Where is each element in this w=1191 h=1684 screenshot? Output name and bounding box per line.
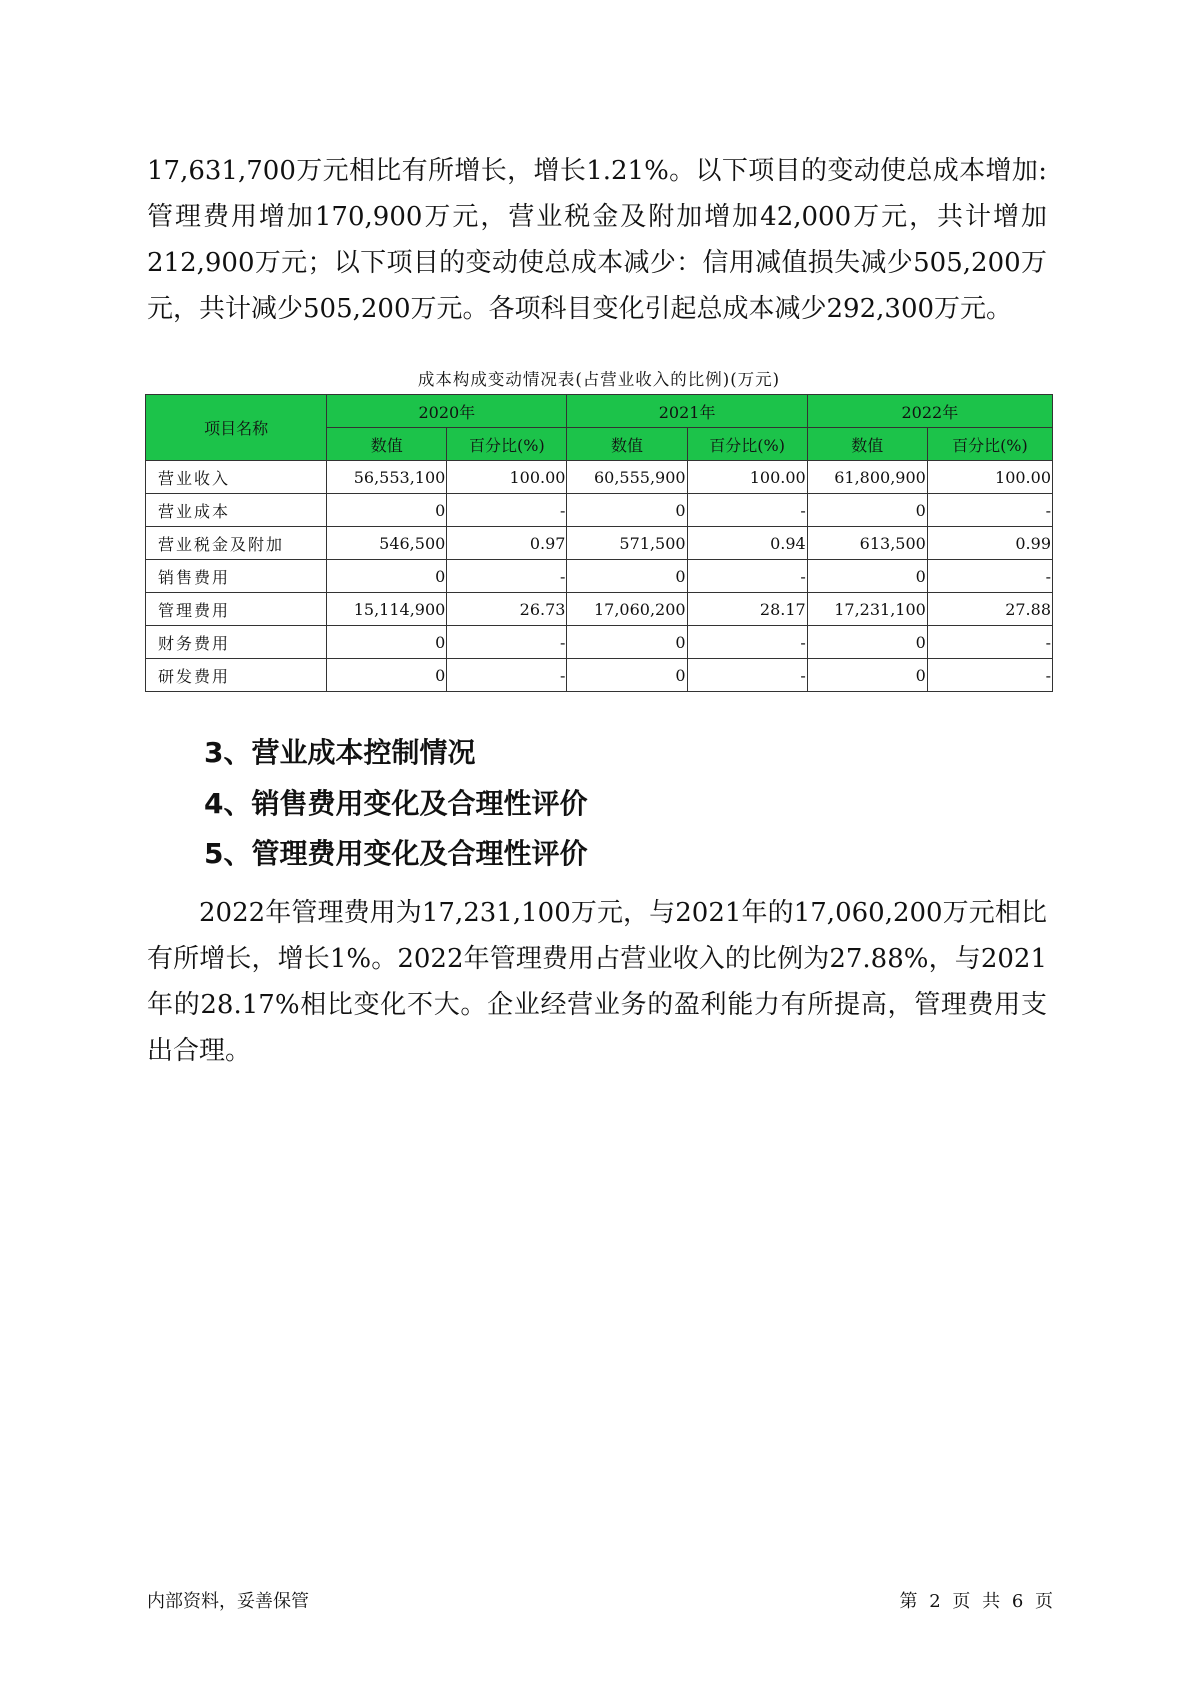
row-label: 研发费用: [146, 659, 327, 692]
header-year-2020: 2020年: [327, 395, 567, 428]
cell-value: 0: [807, 560, 927, 593]
table-row: [146, 461, 1053, 494]
cell-pct: -: [927, 494, 1052, 527]
cell-pct: 0.94: [687, 527, 807, 560]
cell-value: 15,114,900: [327, 593, 447, 626]
row-label: 营业税金及附加: [146, 527, 327, 560]
header-year-2021: 2021年: [567, 395, 807, 428]
table-caption: 成本构成变动情况表(占营业收入的比例)(万元): [417, 370, 781, 389]
paragraph-cost-change: 17,631,700万元相比有所增长，增长1.21%。以下项目的变动使总成本增加:管理费用增加170,900万元，营业税金及附加增加42,000万元，共计增加212,900万元；以下项目的变动使总成本减少：信用减值损失减少505,200万元，共计减少505,200万元。各项科目变化引起总成本减少292,300万元。: [147, 156, 1047, 324]
cell-pct: -: [687, 494, 807, 527]
cell-value: 0: [567, 659, 687, 692]
cell-pct: 100.00: [687, 461, 807, 494]
cell-pct: -: [687, 659, 807, 692]
cell-value: 571,500: [567, 527, 687, 560]
header-sub-value: 数值: [327, 428, 447, 461]
cell-value: 0: [327, 659, 447, 692]
footer-page-number: 第 2 页 共 6 页: [899, 1591, 1053, 1612]
cell-pct: 0.97: [447, 527, 567, 560]
cell-value: 56,553,100: [327, 461, 447, 494]
cell-value: 0: [567, 626, 687, 659]
table-row: [146, 560, 1053, 593]
cell-value: 0: [327, 626, 447, 659]
header-item-name: 项目名称: [146, 395, 327, 461]
cell-pct: 27.88: [927, 593, 1052, 626]
header-sub-pct: 百分比(%): [447, 428, 567, 461]
cell-pct: 100.00: [447, 461, 567, 494]
cell-value: 0: [567, 494, 687, 527]
row-label: 营业收入: [146, 461, 327, 494]
cell-pct: 28.17: [687, 593, 807, 626]
cell-value: 60,555,900: [567, 461, 687, 494]
cell-value: 0: [807, 659, 927, 692]
cell-pct: -: [927, 659, 1052, 692]
header-year-2022: 2022年: [807, 395, 1052, 428]
table-row: [146, 659, 1053, 692]
section-heading-4: 4、销售费用变化及合理性评价: [204, 787, 588, 820]
cell-value: 546,500: [327, 527, 447, 560]
row-label: 营业成本: [146, 494, 327, 527]
cell-value: 613,500: [807, 527, 927, 560]
cell-value: 61,800,900: [807, 461, 927, 494]
footer-confidential-note: 内部资料，妥善保管: [147, 1591, 309, 1612]
header-sub-value: 数值: [567, 428, 687, 461]
cell-value: 17,060,200: [567, 593, 687, 626]
table-header-row-years: [146, 395, 1053, 428]
cell-pct: -: [447, 659, 567, 692]
row-label: 管理费用: [146, 593, 327, 626]
section-heading-5: 5、管理费用变化及合理性评价: [204, 837, 588, 870]
cell-value: 17,231,100: [807, 593, 927, 626]
cell-value: 0: [327, 560, 447, 593]
row-label: 销售费用: [146, 560, 327, 593]
cell-pct: -: [687, 626, 807, 659]
table-row: [146, 527, 1053, 560]
cell-value: 0: [567, 560, 687, 593]
cell-pct: 0.99: [927, 527, 1052, 560]
table-row: [146, 626, 1053, 659]
header-sub-pct: 百分比(%): [687, 428, 807, 461]
cell-value: 0: [807, 494, 927, 527]
paragraph-admin-expense: 2022年管理费用为17,231,100万元，与2021年的17,060,200万元相比有所增长，增长1%。2022年管理费用占营业收入的比例为27.88%，与2021年的28.17%相比变化不大。企业经营业务的盈利能力有所提高，管理费用支出合理。: [147, 898, 1047, 1066]
cell-pct: -: [687, 560, 807, 593]
row-label: 财务费用: [146, 626, 327, 659]
cell-pct: 26.73: [447, 593, 567, 626]
table-row: [146, 494, 1053, 527]
cell-value: 0: [327, 494, 447, 527]
cell-pct: -: [447, 494, 567, 527]
header-sub-pct: 百分比(%): [927, 428, 1052, 461]
cell-pct: -: [447, 626, 567, 659]
cell-pct: -: [447, 560, 567, 593]
cell-pct: -: [927, 560, 1052, 593]
cost-structure-table: [145, 394, 1053, 692]
table-row: [146, 593, 1053, 626]
cell-value: 0: [807, 626, 927, 659]
cell-pct: -: [927, 626, 1052, 659]
section-heading-3: 3、营业成本控制情况: [204, 736, 476, 769]
cell-pct: 100.00: [927, 461, 1052, 494]
header-sub-value: 数值: [807, 428, 927, 461]
